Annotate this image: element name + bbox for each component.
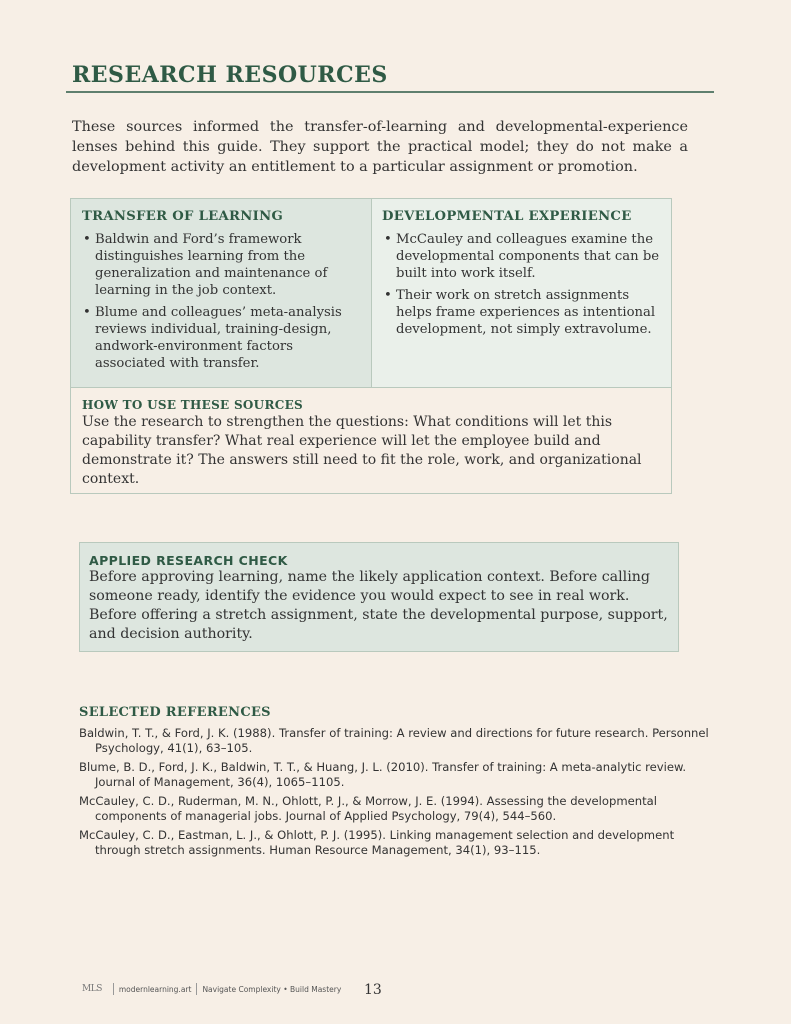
check-heading: APPLIED RESEARCH CHECK [89,553,288,568]
transfer-heading: TRANSFER OF LEARNING [82,209,284,224]
list-item [384,287,666,338]
list-item [83,231,353,299]
list-item [83,304,353,372]
how-to-use-heading: HOW TO USE THESE SOURCES [82,398,303,412]
check-text: Before approving learning, name the likely application context. Before calling someone ready, identify the evidence you would expect to see in real work. Before offering a stretch assignment, state the developmental purpose, support, and decision authority. [89,569,668,642]
divider [113,983,114,995]
bullet-icon: • [83,305,91,320]
references-list [79,726,719,862]
page-title: RESEARCH RESOURCES [72,62,388,88]
transfer-list [83,231,353,377]
bullet-text: Their work on stretch assignments helps frame experiences as intentional development, not simply extravolume. [396,288,656,337]
intro-paragraph: These sources informed the transfer-of-learning and developmental-experience lenses behind this guide. They support the practical model; they do not make a development activity an entitlement to a particular assignment or promotion. [72,119,688,175]
how-to-use-section [71,387,671,493]
references-heading: SELECTED REFERENCES [79,705,271,720]
bullet-icon: • [384,232,392,247]
how-to-use-text: Use the research to strengthen the questions: What conditions will let this capability transfer? What real experience will let the employee build and demonstrate it? The answers still need to fit the role, work, and organizational context. [82,414,642,487]
reference-item: McCauley, C. D., Ruderman, M. N., Ohlott, P. J., & Morrow, J. E. (1994). Assessing the developmental components of managerial jobs. Journal of Applied Psychology, 79(4), 544–560. [79,794,658,823]
footer-brand [82,982,341,996]
bullet-icon: • [83,232,91,247]
title-divider [66,91,714,93]
tagline: Navigate Complexity • Build Mastery [202,984,342,994]
reference-item: McCauley, C. D., Eastman, L. J., & Ohlott, P. J. (1995). Linking management selection and development through stretch assignments. Human Resource Management, 34(1), 93–115. [79,828,675,857]
developmental-list [384,231,666,343]
bullet-text: McCauley and colleagues examine the developmental components that can be built into work itself. [396,232,660,281]
sources-panel [70,198,672,494]
applied-research-check-callout [79,542,679,652]
reference-item: Baldwin, T. T., & Ford, J. K. (1988). Transfer of training: A review and directions for future research. Personnel Psychology, 41(1), 63–105. [79,726,709,755]
site-name: modernlearning.art [118,984,192,994]
bullet-icon: • [384,288,392,303]
transfer-column [71,199,372,387]
bullet-text: Blume and colleagues’ meta-analysis reviews individual, training-design, andwork-environment factors associated with transfer. [95,305,342,371]
list-item [384,231,666,282]
reference-item: Blume, B. D., Ford, J. K., Baldwin, T. T., & Huang, J. L. (2010). Transfer of training: A meta-analytic review. Journal of Management, 36(4), 1065–1105. [79,760,687,789]
brand-logo: MLS [82,984,102,994]
developmental-heading: DEVELOPMENTAL EXPERIENCE [382,209,632,224]
divider [196,983,197,995]
developmental-column [372,199,671,387]
page-number: 13 [364,982,382,998]
bullet-text: Baldwin and Ford’s framework distinguishes learning from the generalization and maintenance of learning in the job context. [95,232,328,298]
